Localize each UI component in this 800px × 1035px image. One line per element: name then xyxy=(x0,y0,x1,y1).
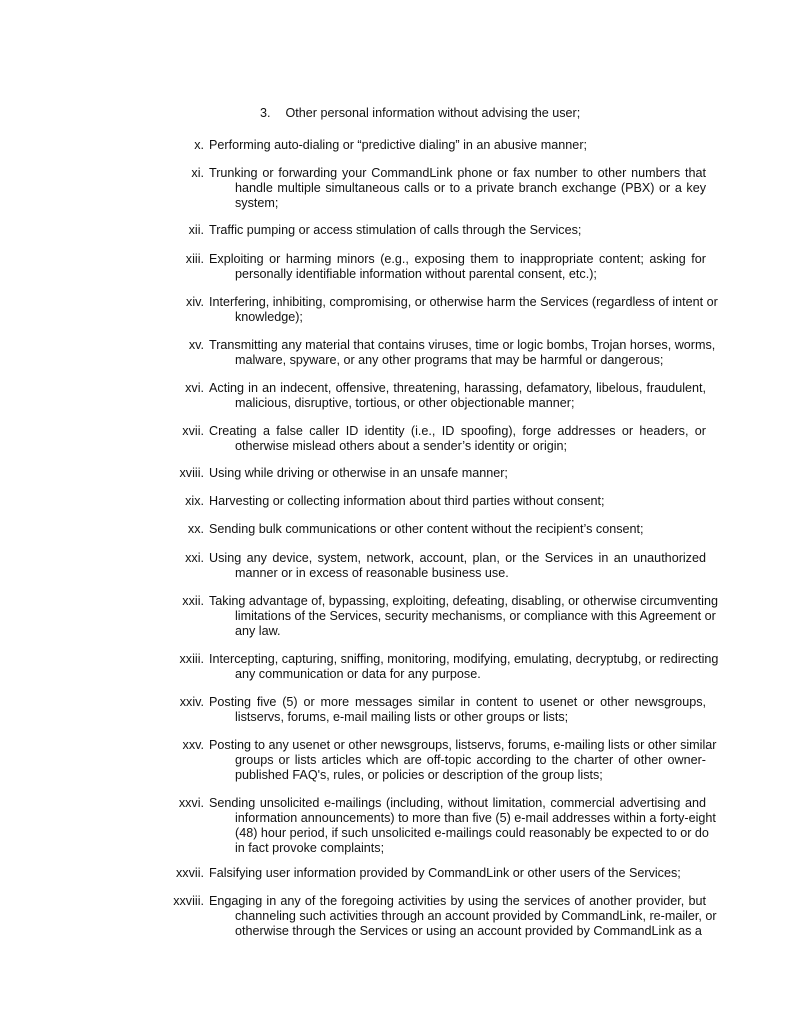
list-item-number: xvi. xyxy=(185,381,204,395)
list-item-line: Performing auto-dialing or “predictive dialing” in an abusive manner; xyxy=(209,138,588,152)
list-item xyxy=(140,138,706,153)
list-item-number: xxiii. xyxy=(179,652,204,666)
list-item-number: xii. xyxy=(188,223,204,237)
list-item-line: manner or in excess of reasonable business use. xyxy=(235,566,509,580)
list-item-number: xx. xyxy=(187,522,204,536)
list-item-text xyxy=(209,522,706,537)
sub-list-item xyxy=(260,106,720,121)
list-item-text xyxy=(209,166,706,211)
list-item-line: knowledge); xyxy=(235,310,303,324)
list-item xyxy=(140,796,716,856)
list-item-number: xxii. xyxy=(182,594,204,608)
list-item-text xyxy=(209,796,716,856)
sub-list-text: Other personal information without advising the user; xyxy=(285,106,581,120)
list-item-line: Using while driving or otherwise in an unsafe manner; xyxy=(209,466,508,480)
list-item xyxy=(140,252,706,282)
sub-list-number: 3. xyxy=(260,106,271,120)
list-item xyxy=(140,494,706,509)
list-item-text xyxy=(209,551,706,581)
list-item xyxy=(140,338,716,368)
list-item-text xyxy=(209,594,718,639)
list-item-text xyxy=(209,252,706,282)
list-item-line: Taking advantage of, bypassing, exploiting, defeating, disabling, or otherwise circumventing xyxy=(209,594,718,608)
list-item xyxy=(140,695,706,725)
list-item-text xyxy=(209,866,706,881)
list-item-line: limitations of the Services, security mechanisms, or compliance with this Agreement or xyxy=(235,609,716,623)
list-item-line: Sending unsolicited e-mailings (including, without limitation, commercial advertising and xyxy=(209,796,706,810)
list-item xyxy=(140,594,718,639)
list-item-text xyxy=(209,894,717,939)
list-item-line: otherwise through the Services or using an account provided by CommandLink as a xyxy=(235,924,702,938)
list-item-line: any communication or data for any purpose. xyxy=(235,667,481,681)
list-item-text xyxy=(209,223,706,238)
list-item-text xyxy=(209,466,706,481)
list-item-text xyxy=(209,424,706,454)
list-item-number: xvii. xyxy=(182,424,204,438)
list-item-line: any law. xyxy=(235,624,281,638)
list-item-line: Sending bulk communications or other content without the recipient’s consent; xyxy=(209,522,644,536)
list-item-line: Posting to any usenet or other newsgroups, listservs, forums, e-mailing lists or other similar xyxy=(209,738,717,752)
list-item-number: x. xyxy=(194,138,204,152)
list-item-number: xi. xyxy=(191,166,204,180)
list-item xyxy=(140,652,719,682)
list-item xyxy=(140,894,717,939)
list-item-line: channeling such activities through an account provided by CommandLink, re-mailer, or xyxy=(235,909,717,923)
list-item-number: xiii. xyxy=(185,252,204,266)
list-item-number: xix. xyxy=(185,494,204,508)
list-item-line: Intercepting, capturing, sniffing, monitoring, modifying, emulating, decryptubg, or redirecting xyxy=(209,652,719,666)
list-item-text xyxy=(209,338,716,368)
list-item-text xyxy=(209,652,719,682)
list-item-number: xxv. xyxy=(182,738,204,752)
list-item-number: xv. xyxy=(188,338,204,352)
list-item-text xyxy=(209,494,706,509)
list-item-line: Using any device, system, network, account, plan, or the Services in an unauthorized xyxy=(209,551,706,565)
list-item-line: Harvesting or collecting information about third parties without consent; xyxy=(209,494,605,508)
list-item-line: Acting in an indecent, offensive, threatening, harassing, defamatory, libelous, fraudulent, xyxy=(209,381,706,395)
list-item-number: xxvi. xyxy=(178,796,204,810)
list-item-line: malware, spyware, or any other programs that may be harmful or dangerous; xyxy=(235,353,664,367)
list-item-number: xxviii. xyxy=(173,894,204,908)
list-item-number: xviii. xyxy=(179,466,204,480)
list-item xyxy=(140,738,717,783)
list-item xyxy=(140,551,706,581)
list-item xyxy=(140,866,706,881)
list-item-line: malicious, disruptive, tortious, or other objectionable manner; xyxy=(235,396,575,410)
list-item-text xyxy=(209,295,718,325)
list-item-line: personally identifiable information without parental consent, etc.); xyxy=(235,267,597,281)
list-item-line: Transmitting any material that contains viruses, time or logic bombs, Trojan horses, worms, xyxy=(209,338,716,352)
list-item xyxy=(140,381,706,411)
list-item-line: Engaging in any of the foregoing activities by using the services of another provider, but xyxy=(209,894,706,908)
list-item-text xyxy=(209,381,706,411)
list-item xyxy=(140,522,706,537)
list-item-text xyxy=(209,738,717,783)
list-item-number: xxiv. xyxy=(179,695,204,709)
list-item-line: listservs, forums, e-mail mailing lists or other groups or lists; xyxy=(235,710,569,724)
list-item-line: Interfering, inhibiting, compromising, or otherwise harm the Services (regardless of intent or xyxy=(209,295,718,309)
list-item-line: Traffic pumping or access stimulation of calls through the Services; xyxy=(209,223,582,237)
list-item-line: otherwise mislead others about a sender’s identity or origin; xyxy=(235,439,568,453)
list-item-line: Trunking or forwarding your CommandLink phone or fax number to other numbers that xyxy=(209,166,706,180)
list-item xyxy=(140,424,706,454)
list-item xyxy=(140,223,706,238)
list-item-line: information announcements) to more than five (5) e-mail addresses within a forty-eight xyxy=(235,811,716,825)
list-item-line: system; xyxy=(235,196,279,210)
list-item-number: xiv. xyxy=(186,295,204,309)
list-item xyxy=(140,466,706,481)
list-item-line: handle multiple simultaneous calls or to a private branch exchange (PBX) or a key xyxy=(235,181,706,195)
list-item-line: Creating a false caller ID identity (i.e., ID spoofing), forge addresses or headers, or xyxy=(209,424,706,438)
list-item-text xyxy=(209,695,706,725)
list-item xyxy=(140,166,706,211)
list-item-line: in fact provoke complaints; xyxy=(235,841,385,855)
list-item-line: (48) hour period, if such unsolicited e-mailings could reasonably be expected to or do xyxy=(235,826,709,840)
list-item-number: xxi. xyxy=(185,551,204,565)
list-item-text xyxy=(209,138,706,153)
list-item-line: published FAQ's, rules, or policies or description of the group lists; xyxy=(235,768,603,782)
list-item-line: Falsifying user information provided by CommandLink or other users of the Services; xyxy=(209,866,681,880)
list-item-line: groups or lists articles which are off-topic according to the charter of other owner- xyxy=(235,753,706,767)
list-item-line: Posting five (5) or more messages similar in content to usenet or other newsgroups, xyxy=(209,695,706,709)
list-item xyxy=(140,295,718,325)
list-item-line: Exploiting or harming minors (e.g., exposing them to inappropriate content; asking for xyxy=(209,252,706,266)
list-item-number: xxvii. xyxy=(176,866,204,880)
